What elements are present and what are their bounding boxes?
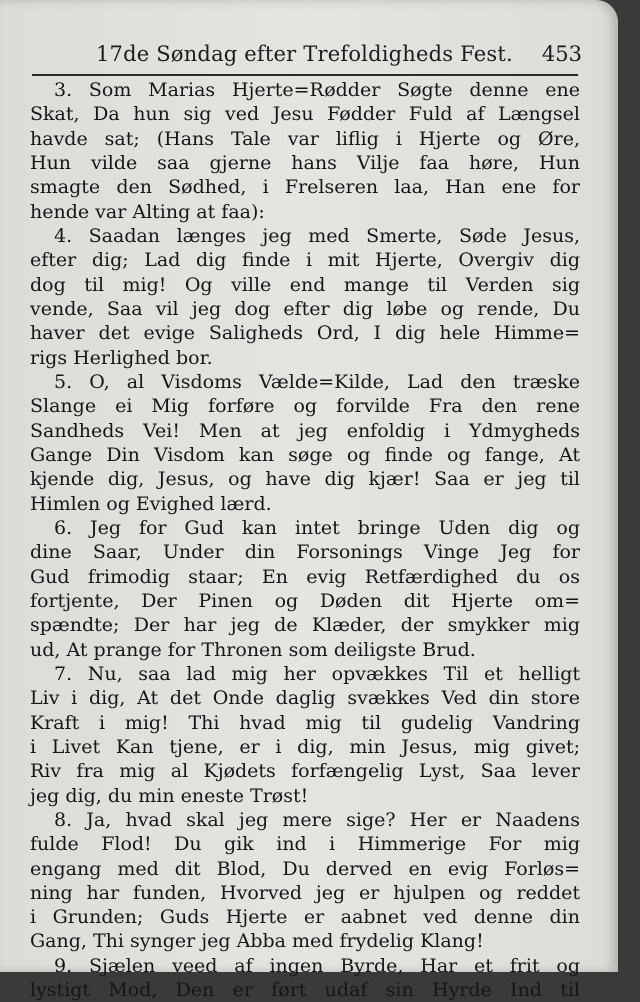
text-line: Liv i dig, At det Onde daglig svækkes Ved din store xyxy=(30,687,580,710)
text-line: i Livet Kan tjene, er i dig, min Jesus, mig givet; xyxy=(30,735,580,758)
text-line: Slange ei Mig forføre og forvilde Fra den rene xyxy=(30,395,580,418)
hymn-text xyxy=(30,78,580,1002)
running-header xyxy=(96,40,582,74)
text-line: ud, At prange for Thronen som deiligste Brud. xyxy=(30,638,476,661)
text-line: Gang, Thi synger jeg Abba med frydelig Klang! xyxy=(30,930,484,953)
text-line: spændte; Der har jeg de Klæder, der smykker mig xyxy=(30,614,580,637)
text-line: 7. Nu, saa lad mig her opvækkes Til et helligt xyxy=(54,662,580,685)
text-line: 3. Som Marias Hjerte=Rødder Søgte denne ene xyxy=(54,79,580,101)
text-line: Sandheds Vei! Men at jeg enfoldig i Ydmygheds xyxy=(30,419,580,442)
header-title: 17de Søndag efter Trefoldigheds Fest. xyxy=(96,42,513,66)
text-line: jeg dig, du min eneste Trøst! xyxy=(30,784,309,807)
text-line: 5. O, al Visdoms Vælde=Kilde, Lad den træske xyxy=(54,370,580,393)
text-line: ning har funden, Hvorved jeg er hjulpen og reddet xyxy=(30,881,580,904)
text-line: Skat, Da hun sig ved Jesu Fødder Fuld af Længsel xyxy=(30,103,580,126)
text-line: Riv fra mig al Kjødets forfængelig Lyst, Saa lever xyxy=(30,760,580,783)
text-line: Gud frimodig staar; En evig Retfærdighed du os xyxy=(30,565,580,588)
text-line: dog til mig! Og ville end mange til Verden sig xyxy=(30,273,580,296)
text-line: fulde Flod! Du gik ind i Himmerige For mig xyxy=(30,833,580,856)
header-rule xyxy=(32,74,578,76)
text-line: haver det evige Saligheds Ord, I dig hele Himme= xyxy=(30,322,580,345)
text-line: Hun vilde saa gjerne hans Vilje faa høre, Hun xyxy=(30,151,580,174)
text-line: dine Saar, Under din Forsonings Vinge Jeg for xyxy=(30,541,580,564)
text-line: engang med dit Blod, Du derved en evig Forløs= xyxy=(30,857,580,880)
text-line: vende, Saa vil jeg dog efter dig løbe og rende, Du xyxy=(30,297,580,320)
text-line: havde sat; (Hans Tale var liflig i Hjerte og Øre, xyxy=(30,127,580,150)
text-line: hende var Alting at faa): xyxy=(30,200,265,223)
text-line: efter dig; Lad dig finde i mit Hjerte, Overgiv dig xyxy=(30,249,580,272)
text-line: i Grunden; Guds Hjerte er aabnet ved denne din xyxy=(30,906,580,929)
text-line: lystigt Mod, Den er ført udaf sin Hyrde Ind til xyxy=(30,979,580,1002)
text-line: 6. Jeg for Gud kan intet bringe Uden dig og xyxy=(54,516,580,539)
text-line: Himlen og Evighed lærd. xyxy=(30,492,272,515)
text-line: 9. Sjælen veed af ingen Byrde, Har et frit og xyxy=(54,954,580,977)
page-number: 453 xyxy=(541,42,582,66)
text-line: Gange Din Visdom kan søge og finde og fange, At xyxy=(30,443,580,466)
text-line: rigs Herlighed bor. xyxy=(30,346,213,369)
text-line: Kraft i mig! Thi hvad mig til gudelig Vandring xyxy=(30,711,580,734)
text-line: kjende dig, Jesus, og have dig kjær! Saa er jeg til xyxy=(30,468,580,491)
text-line: fortjente, Der Pinen og Døden dit Hjerte om= xyxy=(30,589,580,612)
text-line: smagte den Sødhed, i Frelseren laa, Han ene for xyxy=(30,176,580,199)
text-line: 4. Saadan længes jeg med Smerte, Søde Jesus, xyxy=(54,224,580,247)
text-line: 8. Ja, hvad skal jeg mere sige? Her er Naadens xyxy=(54,808,580,831)
